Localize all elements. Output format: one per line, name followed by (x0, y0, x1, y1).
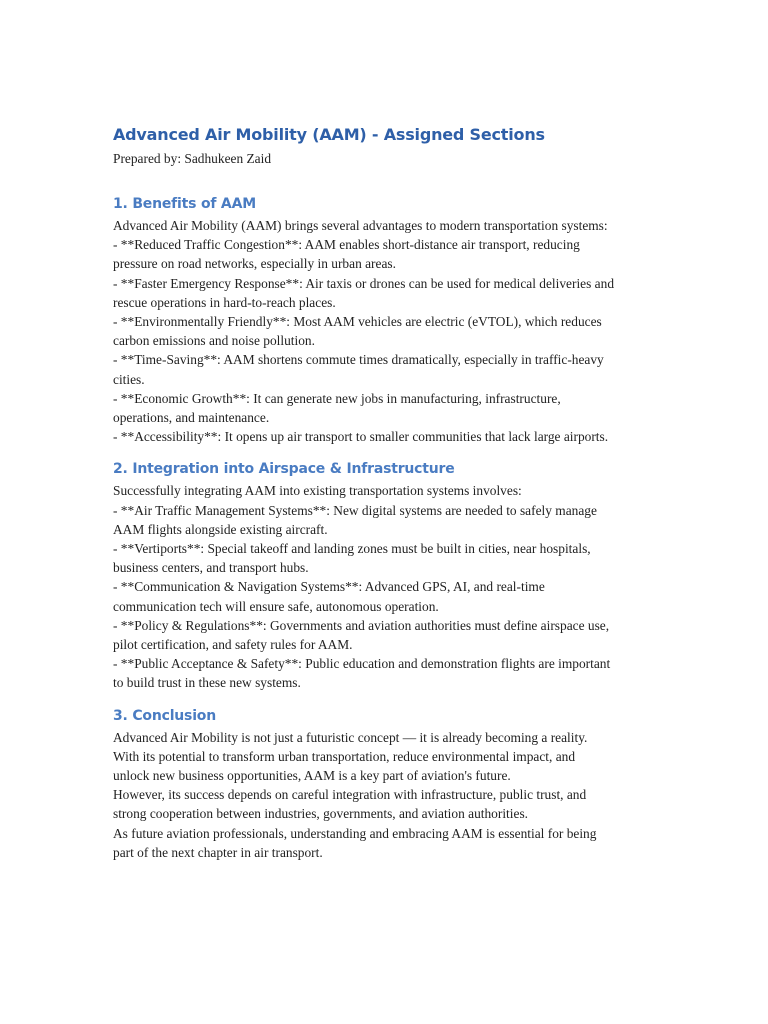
body-line: - **Public Acceptance & Safety**: Public education and demonstration flights are important (113, 656, 611, 672)
body-line: pressure on road networks, especially in urban areas. (113, 256, 396, 272)
body-line: - **Faster Emergency Response**: Air taxis or drones can be used for medical deliveries and (113, 275, 615, 291)
section-integration (113, 459, 658, 692)
body-line: - **Vertiports**: Special takeoff and landing zones must be built in cities, near hospitals, (113, 541, 591, 557)
body-line: Successfully integrating AAM into existing transportation systems involves: (113, 483, 522, 499)
body-line: AAM flights alongside existing aircraft. (113, 521, 328, 537)
prepared-by: Prepared by: Sadhukeen Zaid (113, 151, 272, 166)
section-heading: 1. Benefits of AAM (113, 196, 256, 212)
body-line: pilot certification, and safety rules for AAM. (113, 637, 353, 653)
body-line: - **Air Traffic Management Systems**: New digital systems are needed to safely manage (113, 502, 597, 518)
body-line: carbon emissions and noise pollution. (113, 333, 315, 349)
section-conclusion (113, 706, 658, 862)
body-line: operations, and maintenance. (113, 410, 270, 426)
section-heading: 3. Conclusion (113, 707, 216, 724)
body-line: - **Time-Saving**: AAM shortens commute times dramatically, especially in traffic-heavy (113, 352, 604, 368)
section-body (113, 216, 658, 446)
body-line: Advanced Air Mobility is not just a futuristic concept — it is already becoming a reality. (113, 729, 588, 745)
body-line: - **Economic Growth**: It can generate new jobs in manufacturing, infrastructure, (113, 390, 561, 406)
body-line: cities. (113, 371, 145, 387)
body-line: rescue operations in hard-to-reach places. (113, 294, 336, 310)
body-line: business centers, and transport hubs. (113, 560, 309, 576)
body-line: - **Reduced Traffic Congestion**: AAM enables short-distance air transport, reducing (113, 237, 580, 253)
body-line: part of the next chapter in air transport. (113, 844, 323, 860)
body-line: strong cooperation between industries, governments, and aviation authorities. (113, 806, 529, 822)
body-line: - **Communication & Navigation Systems**: Advanced GPS, AI, and real-time (113, 579, 545, 595)
body-line: unlock new business opportunities, AAM is a key part of aviation's future. (113, 768, 511, 784)
section-body (113, 728, 658, 862)
body-line: - **Environmentally Friendly**: Most AAM vehicles are electric (eVTOL), which reduces (113, 314, 602, 330)
section-heading: 2. Integration into Airspace & Infrastructure (113, 461, 455, 478)
body-line: - **Accessibility**: It opens up air transport to smaller communities that lack large airports. (113, 429, 609, 445)
body-line: With its potential to transform urban transportation, reduce environmental impact, and (113, 748, 576, 764)
section-body (113, 481, 658, 692)
body-line: Advanced Air Mobility (AAM) brings several advantages to modern transportation systems: (113, 218, 608, 233)
body-line: to build trust in these new systems. (113, 675, 301, 691)
body-line: - **Policy & Regulations**: Governments and aviation authorities must define airspace use, (113, 617, 610, 633)
document-content (113, 124, 658, 862)
document-title: Advanced Air Mobility (AAM) - Assigned Sections (113, 125, 545, 144)
body-line: However, its success depends on careful integration with infrastructure, public trust, and (113, 787, 587, 803)
section-benefits (113, 194, 658, 446)
body-line: As future aviation professionals, understanding and embracing AAM is essential for being (113, 825, 597, 841)
body-line: communication tech will ensure safe, autonomous operation. (113, 598, 439, 614)
